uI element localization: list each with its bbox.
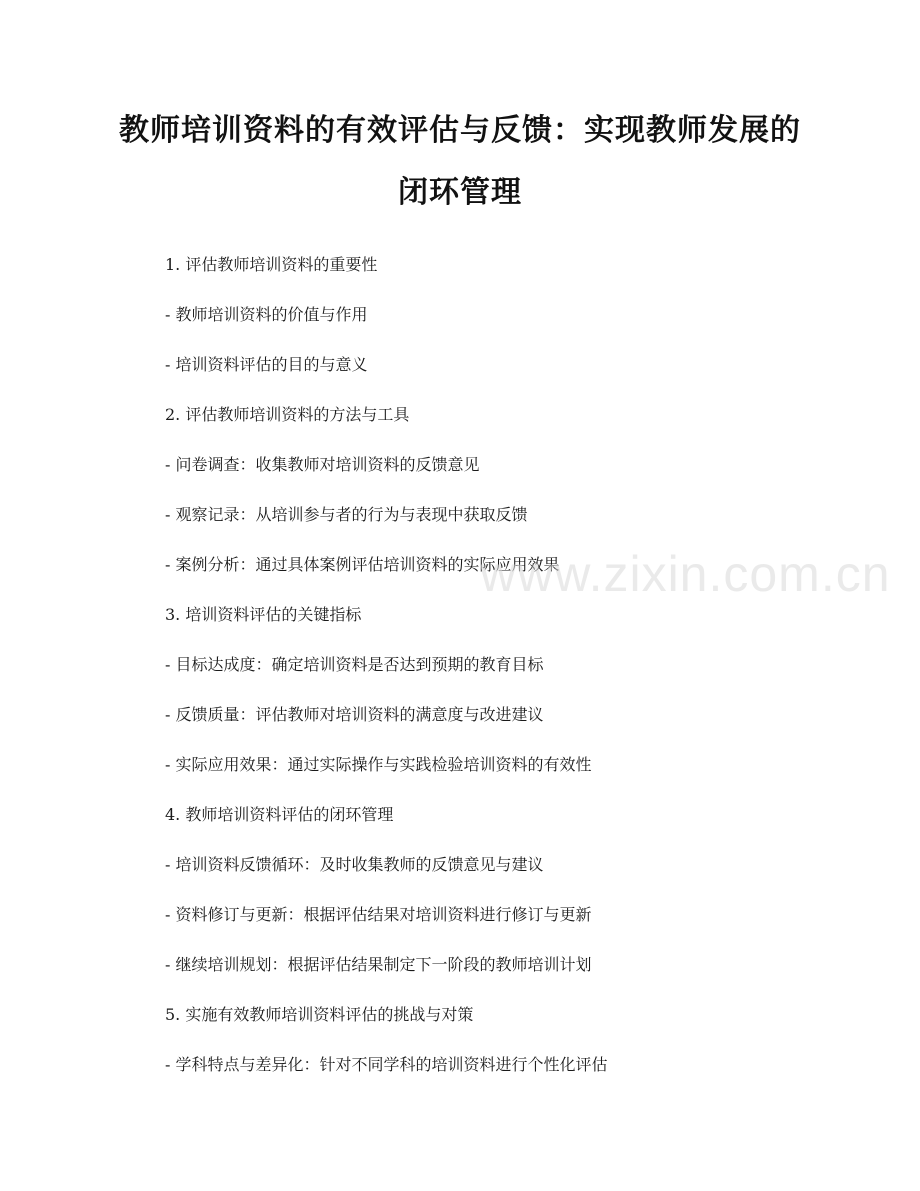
watermark: www.zixin.com.cn xyxy=(480,546,891,602)
list-item: - 反馈质量：评估教师对培训资料的满意度与改进建议 xyxy=(165,705,544,724)
section-heading: 5. 实施有效教师培训资料评估的挑战与对策 xyxy=(165,1005,474,1024)
list-item: - 目标达成度：确定培训资料是否达到预期的教育目标 xyxy=(165,655,544,674)
list-item: - 观察记录：从培训参与者的行为与表现中获取反馈 xyxy=(165,505,528,524)
document-title: 教师培训资料的有效评估与反馈：实现教师发展的闭环管理 xyxy=(119,113,801,210)
outline-list xyxy=(165,248,608,1098)
list-item: - 培训资料评估的目的与意义 xyxy=(165,355,368,374)
list-item: - 案例分析：通过具体案例评估培训资料的实际应用效果 xyxy=(165,555,560,574)
list-item: - 学科特点与差异化：针对不同学科的培训资料进行个性化评估 xyxy=(165,1055,608,1074)
list-item: - 继续培训规划：根据评估结果制定下一阶段的教师培训计划 xyxy=(165,955,592,974)
list-item: - 资料修订与更新：根据评估结果对培训资料进行修订与更新 xyxy=(165,905,592,924)
list-item: - 问卷调查：收集教师对培训资料的反馈意见 xyxy=(165,455,480,474)
section-heading: 3. 培训资料评估的关键指标 xyxy=(165,605,362,624)
list-item: - 实际应用效果：通过实际操作与实践检验培训资料的有效性 xyxy=(165,755,592,774)
section-heading: 2. 评估教师培训资料的方法与工具 xyxy=(165,405,410,424)
list-item: - 教师培训资料的价值与作用 xyxy=(165,305,368,324)
section-heading: 1. 评估教师培训资料的重要性 xyxy=(165,255,378,274)
list-item: - 培训资料反馈循环：及时收集教师的反馈意见与建议 xyxy=(165,855,544,874)
section-heading: 4. 教师培训资料评估的闭环管理 xyxy=(165,805,394,824)
